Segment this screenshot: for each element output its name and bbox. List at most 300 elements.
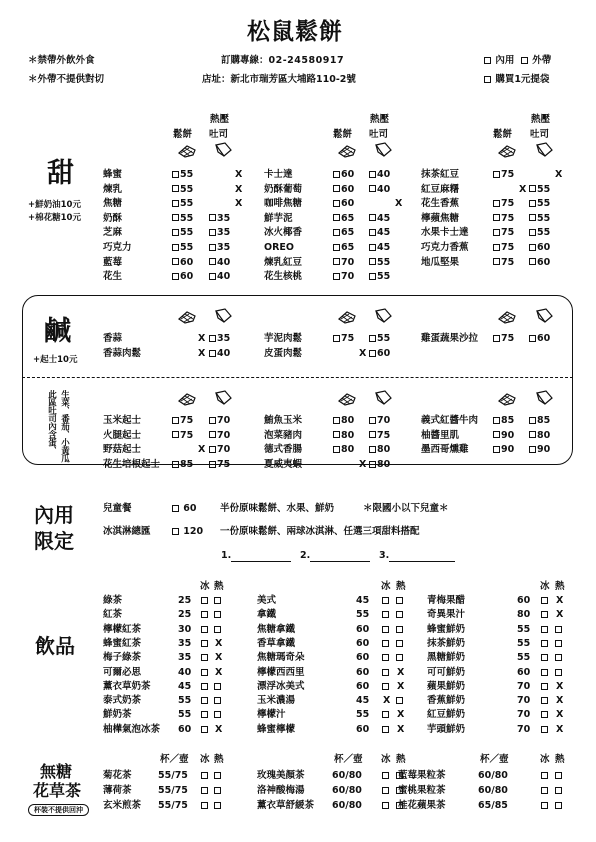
sweet-waffle-price[interactable]: 75 — [493, 170, 514, 180]
sweet-toast-price[interactable]: 35 — [209, 243, 230, 253]
sweet-waffle-price-checkbox[interactable] — [493, 229, 500, 236]
drink-name: 梅子綠茶 — [103, 652, 142, 664]
drink-name: 焦糖瑪奇朵 — [257, 652, 305, 664]
herbal-name: 蜜桃果粒茶 — [398, 784, 446, 796]
header-note-no-outside-food: ＊禁帶外飲外食 — [28, 55, 95, 66]
sweet-toast-price[interactable]: 55 — [529, 199, 550, 209]
drink-hot-checkbox[interactable] — [396, 626, 403, 633]
sweet-waffle-price[interactable]: 75 — [493, 214, 514, 224]
sweet-waffle-price-checkbox[interactable] — [333, 244, 340, 251]
sweet-toast-price[interactable]: 60 — [529, 258, 550, 268]
toast-toast-price-checkbox[interactable] — [369, 461, 376, 468]
drink-price: 60 — [356, 623, 370, 635]
herbal-ice-checkbox[interactable] — [382, 802, 389, 809]
sweet-toast-price-checkbox[interactable] — [529, 200, 536, 207]
pressed-toast-icon — [373, 142, 393, 158]
sweet-toast-price[interactable]: 55 — [529, 214, 550, 224]
drink-ice-checkbox[interactable] — [382, 669, 389, 676]
drink-price: 55 — [178, 695, 192, 707]
herbal-hot-checkbox[interactable] — [214, 772, 221, 779]
herbal-price: 60/80 — [332, 784, 362, 796]
sweet-toast-price[interactable]: 45 — [369, 214, 390, 224]
toast-waffle-price[interactable]: 75 — [172, 416, 193, 426]
topping-choice-label: 3. — [379, 550, 390, 561]
salty-toast-price-checkbox[interactable] — [369, 335, 376, 342]
sweet-waffle-price[interactable]: 75 — [493, 199, 514, 209]
sweet-item-name: 紅豆麻糬 — [421, 183, 460, 195]
sweet-waffle-price-checkbox[interactable] — [333, 229, 340, 236]
column-header-waffle: 鬆餅 — [173, 129, 193, 140]
drink-hot: X — [556, 695, 564, 707]
sweet-toast-price: X — [235, 183, 243, 195]
drink-ice-checkbox[interactable] — [201, 726, 208, 733]
sweet-waffle-price[interactable]: 65 — [333, 243, 354, 253]
sweet-waffle-price[interactable]: 65 — [333, 214, 354, 224]
dinein-checkbox[interactable] — [172, 528, 179, 535]
sweet-toast-price[interactable]: 40 — [209, 258, 230, 268]
toast-waffle-price-checkbox[interactable] — [172, 431, 179, 438]
toast-toast-price[interactable]: 70 — [369, 416, 390, 426]
drink-hot-checkbox[interactable] — [555, 654, 562, 661]
dinein-title-line2: 限定 — [34, 529, 74, 553]
drink-hot: X — [556, 680, 564, 692]
herbal-price: 60/80 — [332, 799, 362, 811]
sweet-waffle-price-checkbox[interactable] — [333, 171, 340, 178]
toast-toast-price[interactable]: 75 — [209, 460, 230, 470]
drink-name: 泰式奶茶 — [103, 695, 142, 707]
column-header-toast: 吐司 — [209, 129, 229, 140]
sweet-toast-price-checkbox[interactable] — [369, 273, 376, 280]
sweet-waffle-price[interactable]: 55 — [172, 228, 193, 238]
sweet-waffle-price[interactable]: 60 — [333, 199, 354, 209]
waffle-icon — [337, 310, 357, 324]
pressed-toast-icon — [534, 390, 554, 406]
toast-waffle-price-checkbox[interactable] — [333, 431, 340, 438]
herbal-hot-checkbox[interactable] — [555, 772, 562, 779]
toast-waffle-price-checkbox[interactable] — [493, 431, 500, 438]
sweet-waffle-price-checkbox[interactable] — [172, 185, 179, 192]
logo: 松鼠鬆餅 — [247, 18, 343, 45]
drink-hot-checkbox[interactable] — [396, 597, 403, 604]
sweet-toast-price: X — [395, 198, 403, 210]
drink-hot-checkbox[interactable] — [396, 654, 403, 661]
herbal-price: 55/75 — [158, 770, 188, 781]
toast-toast-price[interactable]: 85 — [529, 416, 550, 426]
sweet-waffle-price-checkbox[interactable] — [333, 273, 340, 280]
toast-waffle-price-checkbox[interactable] — [493, 446, 500, 453]
toast-toast-price-checkbox[interactable] — [369, 431, 376, 438]
drink-ice-checkbox[interactable] — [201, 669, 208, 676]
salty-waffle-price[interactable]: 75 — [493, 334, 514, 344]
pressed-toast-icon — [373, 308, 393, 324]
address-value: 新北市瑞芳區大埔路110-2號 — [230, 74, 356, 85]
takeout-checkbox[interactable] — [521, 57, 528, 64]
salty-item-name: 雞蛋蔬果沙拉 — [421, 333, 479, 344]
sweet-waffle-price-checkbox[interactable] — [333, 214, 340, 221]
toast-waffle-price[interactable]: 80 — [333, 416, 354, 426]
toast-waffle-price-checkbox[interactable] — [333, 446, 340, 453]
salty-waffle-price-checkbox[interactable] — [333, 335, 340, 342]
sweet-toast-price[interactable]: 55 — [369, 272, 390, 282]
sweet-toast-price[interactable]: 45 — [369, 243, 390, 253]
sweet-waffle-price[interactable]: 75 — [493, 258, 514, 268]
drink-name: 蜂蜜鮮奶 — [427, 623, 466, 635]
sweet-toast-price-checkbox[interactable] — [369, 229, 376, 236]
sweet-toast-price[interactable]: 55 — [529, 228, 550, 238]
sweet-waffle-price[interactable]: 55 — [172, 199, 193, 209]
toast-waffle-price[interactable]: 85 — [493, 416, 514, 426]
dine-in-checkbox[interactable] — [484, 57, 491, 64]
sweet-waffle-price-checkbox[interactable] — [493, 171, 500, 178]
toast-waffle-price[interactable]: 80 — [333, 431, 354, 441]
drink-ice-checkbox[interactable] — [541, 626, 548, 633]
toast-waffle-price-checkbox[interactable] — [172, 461, 179, 468]
drink-price: 60 — [356, 723, 370, 735]
salty-toast-price-checkbox[interactable] — [209, 350, 216, 357]
drink-hot-checkbox[interactable] — [396, 697, 403, 704]
toast-waffle-price[interactable]: 75 — [172, 431, 193, 441]
drink-price: 55 — [356, 609, 370, 621]
sweet-waffle-price[interactable]: 55 — [172, 170, 193, 180]
drink-price: 60 — [517, 595, 531, 606]
section-divider — [22, 377, 573, 378]
herbal-ice-checkbox[interactable] — [541, 787, 548, 794]
sweet-item-name: 卡士達 — [264, 169, 293, 180]
sweet-waffle-price-checkbox[interactable] — [172, 258, 179, 265]
drink-hot: X — [215, 637, 223, 649]
toast-toast-price[interactable]: 80 — [369, 460, 390, 470]
waffle-icon — [497, 310, 517, 324]
drink-ice-checkbox[interactable] — [201, 611, 208, 618]
drinks-header-hot: 熱 — [555, 581, 565, 592]
sweet-toast-price-checkbox[interactable] — [209, 214, 216, 221]
sweet-waffle-price[interactable]: 60 — [333, 185, 354, 195]
drink-hot: X — [556, 709, 564, 721]
sweet-item-name: 巧克力香蕉 — [421, 242, 469, 253]
salty-toast-price[interactable]: 40 — [209, 349, 230, 359]
herbal-header-ice: 冰 — [540, 754, 550, 765]
drink-hot-checkbox[interactable] — [555, 626, 562, 633]
address-label: 店址： — [202, 74, 231, 85]
toast-waffle-price-checkbox[interactable] — [493, 417, 500, 424]
salty-toast-price[interactable]: 60 — [369, 349, 390, 359]
order-type-options — [484, 56, 551, 66]
toast-item-name: 夏威夷蝦 — [264, 459, 303, 471]
sweet-toast-price-checkbox[interactable] — [369, 258, 376, 265]
sweet-waffle-price-checkbox[interactable] — [333, 200, 340, 207]
herbal-ice-checkbox[interactable] — [382, 772, 389, 779]
dinein-checkbox[interactable] — [172, 505, 179, 512]
sweet-toast-price[interactable]: 35 — [209, 214, 230, 224]
drink-price: 70 — [517, 709, 531, 721]
toast-waffle-price: X — [198, 444, 206, 456]
dinein-description: 一份原味鬆餅、兩球冰淇淋、任選三項甜料搭配 — [220, 526, 420, 537]
sweet-waffle-price[interactable]: 75 — [493, 228, 514, 238]
sweet-toast-price-checkbox[interactable] — [369, 185, 376, 192]
salty-toast-price-checkbox[interactable] — [209, 335, 216, 342]
column-header-pressed: 熱壓 — [531, 114, 551, 125]
sweet-toast-price[interactable]: 35 — [209, 228, 230, 238]
toast-toast-price[interactable]: 70 — [209, 445, 230, 455]
drink-price: 60 — [356, 666, 370, 678]
sweet-waffle-price[interactable]: 60 — [333, 170, 354, 180]
drink-ice-checkbox[interactable] — [541, 611, 548, 618]
sweet-toast-price-checkbox[interactable] — [369, 244, 376, 251]
drink-price: 25 — [178, 609, 192, 621]
dinein-item-name: 兒童餐 — [103, 503, 132, 514]
herbal-price: 60/80 — [478, 784, 508, 796]
sweet-waffle-price-checkbox[interactable] — [333, 258, 340, 265]
drink-ice-checkbox[interactable] — [541, 726, 548, 733]
sweet-waffle-price-checkbox[interactable] — [333, 185, 340, 192]
drink-ice-checkbox[interactable] — [382, 654, 389, 661]
sweet-toast-price[interactable]: 40 — [369, 170, 390, 180]
herbal-ice-checkbox[interactable] — [541, 772, 548, 779]
sweet-waffle-price-checkbox[interactable] — [172, 200, 179, 207]
waffle-icon — [337, 392, 357, 406]
dinein-price[interactable]: 120 — [172, 527, 203, 537]
toast-toast-price-checkbox[interactable] — [529, 431, 536, 438]
sweet-item-name: 冰火椰香 — [264, 227, 303, 239]
salty-toast-price[interactable]: 55 — [369, 334, 390, 344]
drink-ice-checkbox[interactable] — [382, 711, 389, 718]
toast-toast-price-checkbox[interactable] — [529, 446, 536, 453]
sweet-waffle-price[interactable]: 55 — [172, 214, 193, 224]
herbal-ice-checkbox[interactable] — [541, 802, 548, 809]
herbal-header-hot: 熱 — [396, 754, 406, 765]
salty-toast-price-checkbox[interactable] — [369, 350, 376, 357]
drink-hot-checkbox[interactable] — [555, 640, 562, 647]
sweet-waffle-price-checkbox[interactable] — [172, 244, 179, 251]
drink-hot-checkbox[interactable] — [214, 611, 221, 618]
toast-item-name: 鮪魚玉米 — [264, 415, 303, 426]
herbal-hot-checkbox[interactable] — [555, 802, 562, 809]
drinks-header-hot: 熱 — [396, 581, 406, 592]
pressed-toast-icon — [373, 390, 393, 406]
sweet-waffle-price-checkbox[interactable] — [493, 200, 500, 207]
herbal-header-ice: 冰 — [381, 754, 391, 765]
sweet-waffle-price[interactable]: 70 — [333, 258, 354, 268]
toast-toast-price[interactable]: 70 — [209, 431, 230, 441]
sweet-waffle-price-checkbox[interactable] — [493, 244, 500, 251]
toast-item-name: 火腿起士 — [103, 429, 142, 441]
sweet-item-name: 奶酥 — [103, 212, 123, 224]
bag-label: 購買1元提袋 — [495, 74, 550, 85]
sweet-waffle-price-checkbox[interactable] — [493, 214, 500, 221]
sweet-waffle-price[interactable]: 65 — [333, 228, 354, 238]
drink-ice-checkbox[interactable] — [201, 597, 208, 604]
drink-hot-checkbox[interactable] — [396, 611, 403, 618]
sweet-toast-price-checkbox[interactable] — [209, 244, 216, 251]
bag-checkbox[interactable] — [484, 76, 491, 83]
sweet-toast-price: X — [235, 198, 243, 210]
drink-ice-checkbox[interactable] — [541, 697, 548, 704]
takeout-label: 外帶 — [532, 55, 552, 66]
drink-ice-checkbox[interactable] — [382, 626, 389, 633]
drink-ice-checkbox[interactable] — [541, 683, 548, 690]
drink-hot-checkbox[interactable] — [396, 640, 403, 647]
toast-waffle-price[interactable]: 80 — [333, 445, 354, 455]
toast-waffle-price-checkbox[interactable] — [172, 417, 179, 424]
column-header-waffle: 鬆餅 — [333, 129, 353, 140]
sweet-waffle-price[interactable]: 60 — [172, 258, 193, 268]
sweet-toast-price[interactable]: 55 — [529, 185, 550, 195]
salty-waffle-price: X — [359, 348, 367, 359]
drink-hot-checkbox[interactable] — [214, 597, 221, 604]
topping-choice-blank[interactable] — [310, 561, 370, 562]
sweet-toast-price-checkbox[interactable] — [369, 171, 376, 178]
drink-ice-checkbox[interactable] — [541, 711, 548, 718]
toast-toast-price-checkbox[interactable] — [369, 417, 376, 424]
sweet-item-name: 檸蘋焦糖 — [421, 212, 460, 224]
toast-toast-price-checkbox[interactable] — [369, 446, 376, 453]
drink-name: 漂浮冰美式 — [257, 680, 305, 692]
pressed-toast-icon — [213, 308, 233, 324]
drink-hot: X — [397, 723, 405, 735]
drink-hot: X — [556, 595, 564, 606]
drink-ice-checkbox[interactable] — [201, 654, 208, 661]
sweet-toast-price-checkbox[interactable] — [529, 229, 536, 236]
herbal-price: 60/80 — [478, 770, 508, 781]
sweet-toast-price-checkbox[interactable] — [369, 214, 376, 221]
herbal-ice-checkbox[interactable] — [201, 802, 208, 809]
toast-waffle-price[interactable]: 90 — [493, 431, 514, 441]
drink-hot-checkbox[interactable] — [555, 669, 562, 676]
dine-in-label: 內用 — [495, 55, 515, 66]
sweet-toast-price-checkbox[interactable] — [529, 214, 536, 221]
toast-waffle-price-checkbox[interactable] — [333, 417, 340, 424]
sweet-toast-price-checkbox[interactable] — [209, 258, 216, 265]
drink-ice-checkbox[interactable] — [382, 611, 389, 618]
drink-name: 檸檬汁 — [257, 709, 286, 721]
sweet-toast-price[interactable]: 60 — [529, 243, 550, 253]
drink-ice-checkbox[interactable] — [201, 640, 208, 647]
toast-toast-price-checkbox[interactable] — [209, 431, 216, 438]
sweet-waffle-price[interactable]: 70 — [333, 272, 354, 282]
toast-item-name: 墨西哥燻雞 — [421, 444, 469, 456]
toast-toast-price[interactable]: 75 — [369, 431, 390, 441]
drink-hot: X — [397, 666, 405, 678]
toast-toast-price[interactable]: 80 — [369, 445, 390, 455]
sweet-waffle-price[interactable]: 75 — [493, 243, 514, 253]
toast-waffle-price[interactable]: 85 — [172, 460, 193, 470]
sweet-waffle-price: X — [519, 183, 527, 195]
salty-toast-price[interactable]: 35 — [209, 334, 230, 344]
herbal-ice-checkbox[interactable] — [382, 787, 389, 794]
drink-name: 柚樺氣泡冰茶 — [103, 723, 161, 735]
toast-toast-price[interactable]: 80 — [529, 431, 550, 441]
toast-item-name: 德式香腸 — [264, 444, 303, 456]
drink-ice-checkbox[interactable] — [541, 669, 548, 676]
sweet-item-name: OREO — [264, 242, 294, 253]
drink-ice-checkbox[interactable] — [382, 597, 389, 604]
herbal-hot-checkbox[interactable] — [214, 802, 221, 809]
sweet-toast-price[interactable]: 55 — [369, 258, 390, 268]
drink-ice-checkbox[interactable] — [541, 654, 548, 661]
toast-toast-price-checkbox[interactable] — [529, 417, 536, 424]
herbal-title-line2: 花草茶 — [33, 781, 82, 800]
pressed-toast-icon — [534, 308, 554, 324]
drink-ice-checkbox[interactable] — [382, 640, 389, 647]
salty-note-cheese: +起士10元 — [33, 355, 78, 365]
bag-option — [484, 75, 549, 85]
sweet-waffle-price-checkbox[interactable] — [172, 171, 179, 178]
sweet-item-name: 藍莓 — [103, 256, 123, 268]
salty-toast-price[interactable]: 60 — [529, 334, 550, 344]
drink-ice-checkbox[interactable] — [541, 640, 548, 647]
drink-ice-checkbox[interactable] — [201, 683, 208, 690]
drink-price: 60 — [356, 637, 370, 649]
drink-ice-checkbox[interactable] — [541, 597, 548, 604]
waffle-icon — [337, 144, 357, 158]
sweet-waffle-price-checkbox[interactable] — [172, 229, 179, 236]
sweet-waffle-price[interactable]: 60 — [172, 272, 193, 282]
herbal-hot-checkbox[interactable] — [555, 787, 562, 794]
herbal-ice-checkbox[interactable] — [201, 787, 208, 794]
salty-toast-price-checkbox[interactable] — [529, 335, 536, 342]
drink-ice-checkbox[interactable] — [201, 711, 208, 718]
drink-hot-checkbox[interactable] — [214, 626, 221, 633]
drink-price: 70 — [517, 695, 531, 707]
toast-item-name: 玉米起士 — [103, 415, 142, 426]
sweet-toast-price[interactable]: 40 — [209, 272, 230, 282]
dinein-price[interactable]: 60 — [172, 504, 197, 514]
sweet-toast-price[interactable]: 45 — [369, 228, 390, 238]
drink-hot-checkbox[interactable] — [214, 711, 221, 718]
sweet-toast-price-checkbox[interactable] — [529, 258, 536, 265]
phone-label: 訂購專線： — [221, 55, 269, 66]
herbal-hot-checkbox[interactable] — [214, 787, 221, 794]
drink-ice-checkbox[interactable] — [201, 626, 208, 633]
toast-toast-price-checkbox[interactable] — [209, 446, 216, 453]
herbal-title-line1: 無糖 — [40, 762, 73, 781]
drink-name: 玉米濃湯 — [257, 695, 296, 707]
drink-ice-checkbox[interactable] — [382, 683, 389, 690]
herbal-ice-checkbox[interactable] — [201, 772, 208, 779]
toast-toast-price-checkbox[interactable] — [209, 417, 216, 424]
sweet-waffle-price-checkbox[interactable] — [172, 214, 179, 221]
sweet-item-name: 花生香蕉 — [421, 198, 460, 210]
sweet-waffle-price-checkbox[interactable] — [172, 273, 179, 280]
sweet-toast-price-checkbox[interactable] — [529, 185, 536, 192]
sweet-waffle-price[interactable]: 55 — [172, 243, 193, 253]
salty-waffle-price-checkbox[interactable] — [493, 335, 500, 342]
drink-hot-checkbox[interactable] — [214, 683, 221, 690]
topping-choice-blank[interactable] — [389, 561, 455, 562]
drink-price: 70 — [517, 680, 531, 692]
sweet-toast-price[interactable]: 40 — [369, 185, 390, 195]
salty-waffle-price[interactable]: 75 — [333, 334, 354, 344]
drink-ice-checkbox[interactable] — [382, 726, 389, 733]
drink-name: 美式 — [257, 595, 277, 606]
toast-item-name: 柚醬里肌 — [421, 429, 460, 441]
sweet-toast-price-checkbox[interactable] — [529, 244, 536, 251]
toast-toast-price-checkbox[interactable] — [209, 461, 216, 468]
drink-hot-checkbox[interactable] — [214, 697, 221, 704]
sweet-toast-price-checkbox[interactable] — [209, 229, 216, 236]
toast-waffle-price[interactable]: 90 — [493, 445, 514, 455]
sweet-waffle-price[interactable]: 55 — [172, 185, 193, 195]
sweet-waffle-price-checkbox[interactable] — [493, 258, 500, 265]
toast-toast-price[interactable]: 90 — [529, 445, 550, 455]
sweet-toast-price-checkbox[interactable] — [209, 273, 216, 280]
drink-ice-checkbox[interactable] — [201, 697, 208, 704]
drink-name: 鮮奶茶 — [103, 709, 132, 721]
topping-choice-blank[interactable] — [231, 561, 291, 562]
drink-name: 綠茶 — [103, 595, 123, 606]
drink-name: 紅茶 — [103, 609, 123, 621]
toast-toast-price[interactable]: 70 — [209, 416, 230, 426]
